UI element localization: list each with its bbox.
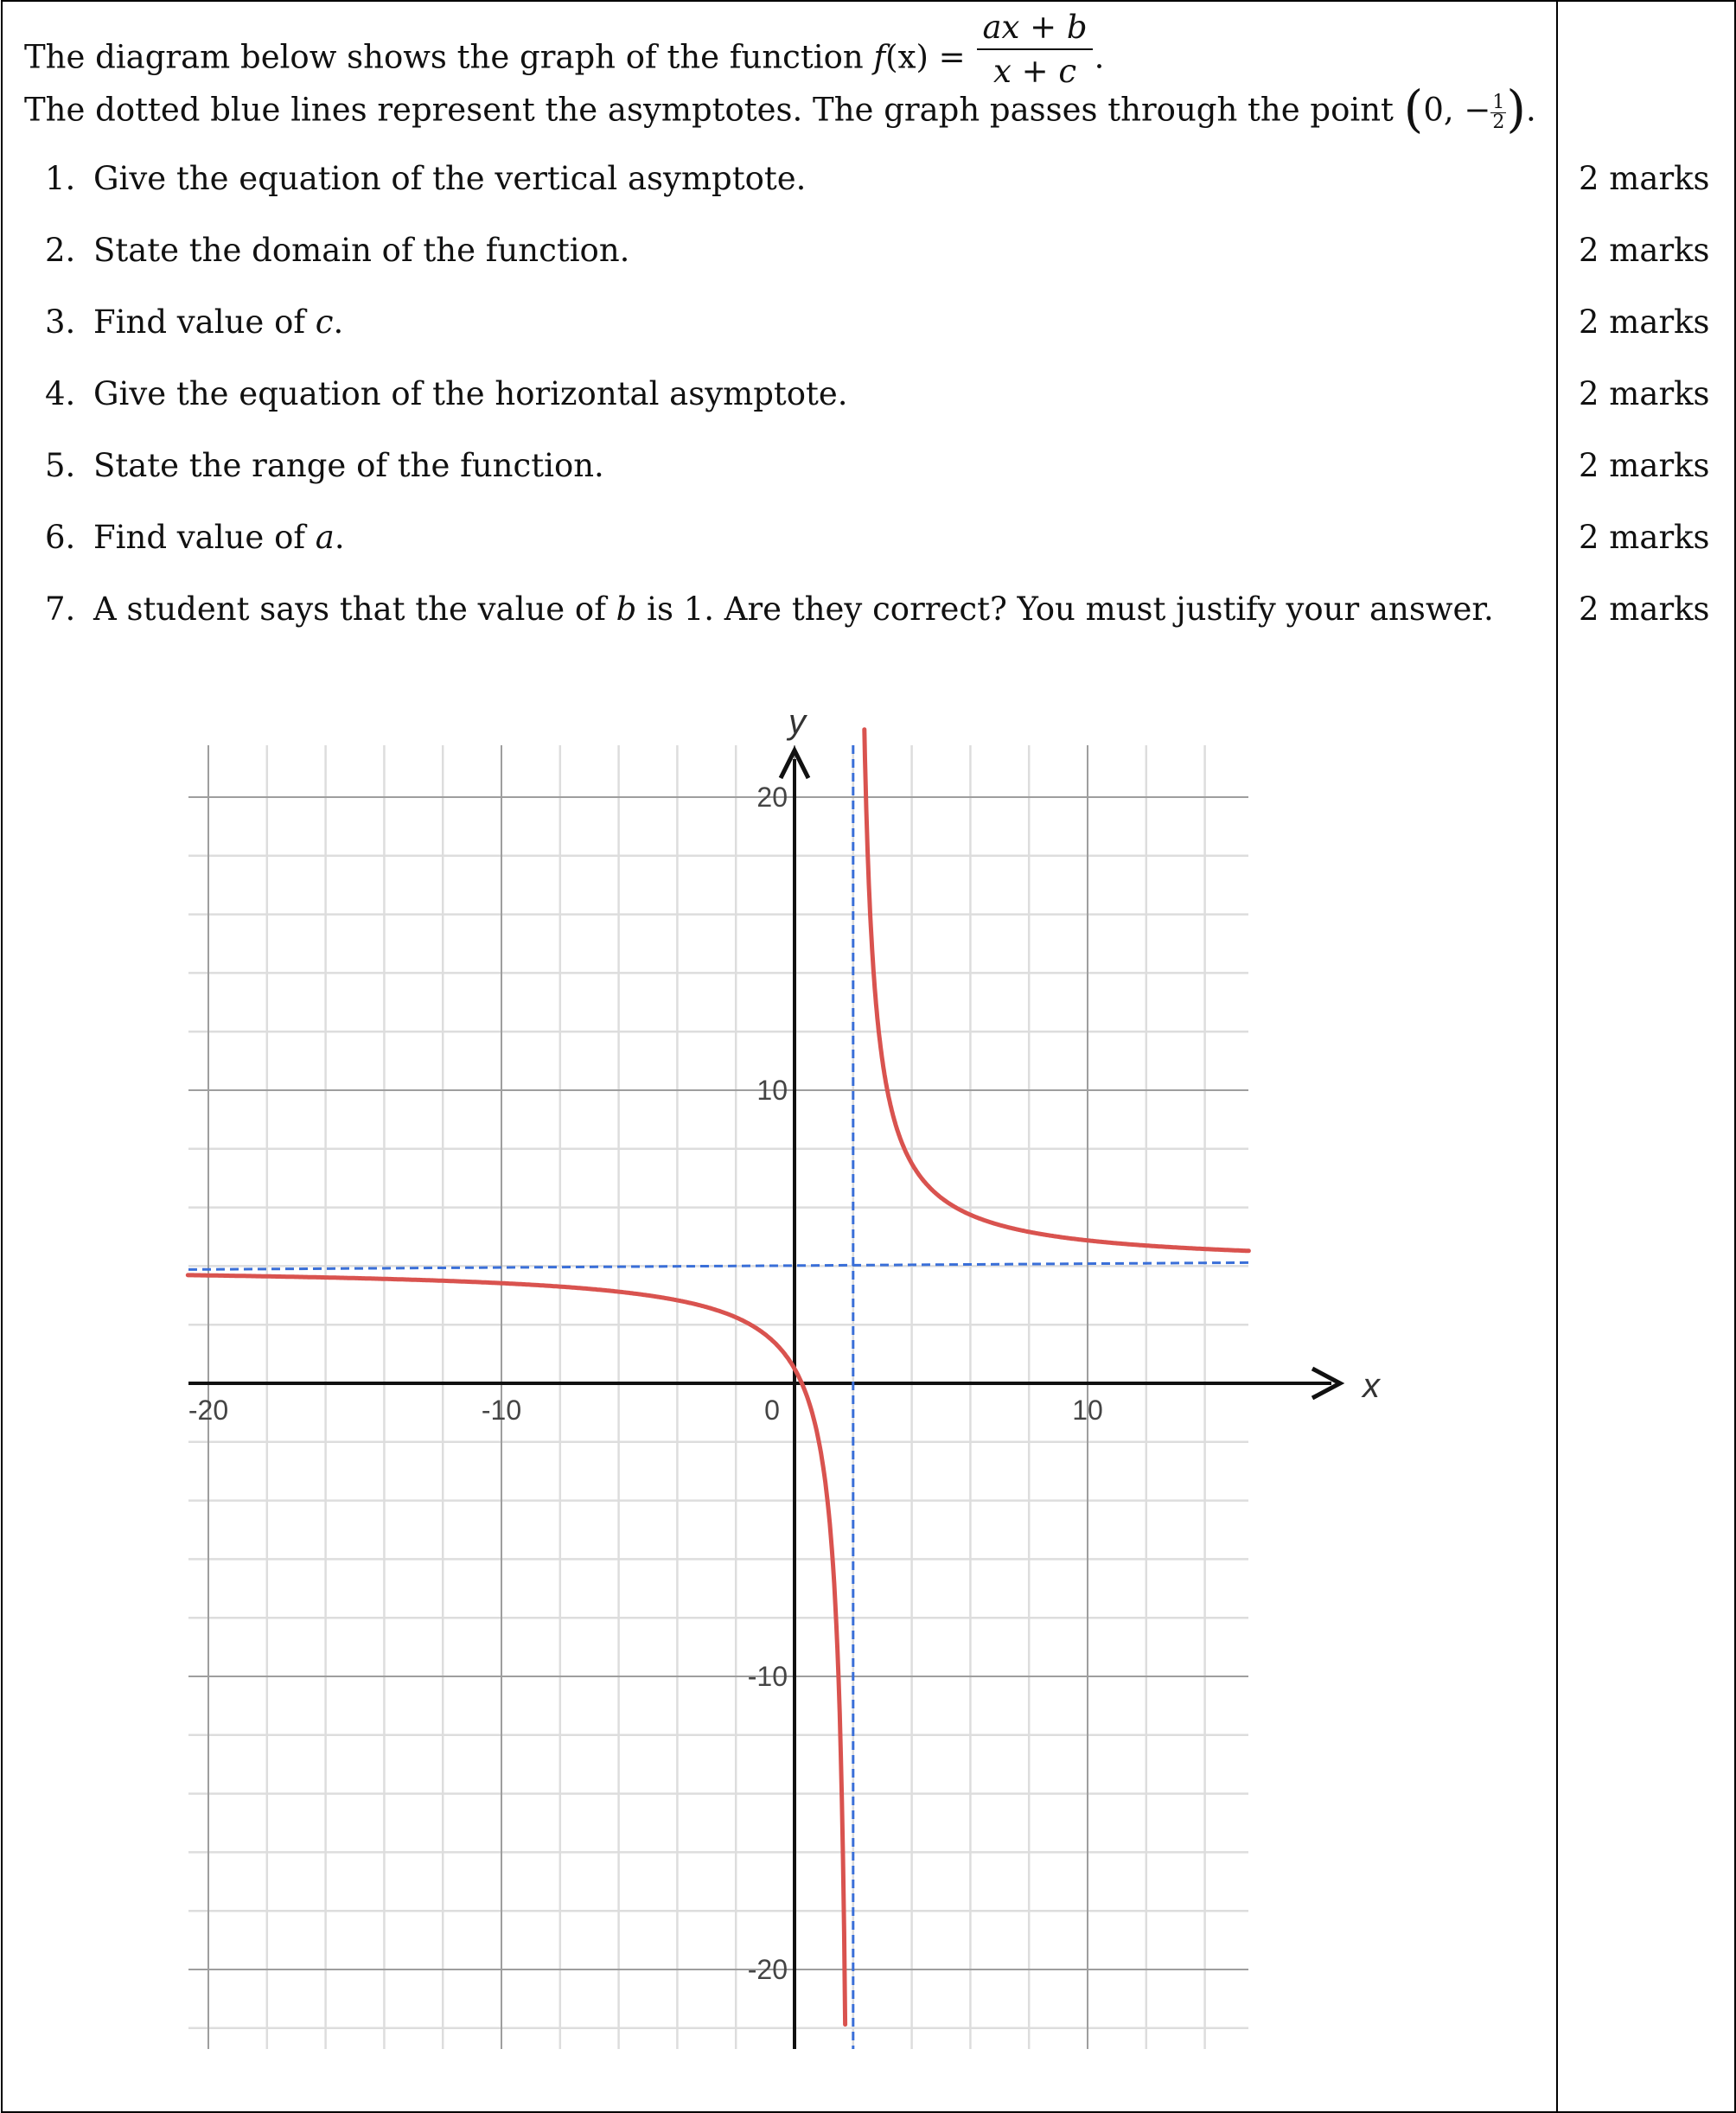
question-text: State the domain of the function. [93,232,630,269]
question-number: 6. [45,519,76,556]
point-y-numerator: 1 [1492,91,1505,113]
right-paren: ) [1506,80,1527,138]
x-tick-label: -10 [481,1395,522,1426]
function-argument: (x) = [885,38,966,76]
question-text: Give the equation of the vertical asymptote. [93,160,807,197]
question-text: Find value of [93,519,316,556]
question-variable: a [315,519,335,556]
question-1 [45,160,806,197]
question-6 [45,519,345,556]
question-3-marks: 2 marks [1579,303,1710,341]
y-tick-label: -10 [747,1661,788,1692]
y-tick-label: 10 [756,1075,788,1106]
question-number: 5. [45,447,76,484]
x-tick-label: 0 [764,1395,780,1426]
intro-line-1-text: The diagram below shows the graph of the function [24,38,864,76]
question-number: 1. [45,160,76,197]
question-number: 4. [45,375,76,412]
question-2 [45,232,629,269]
y-tick-label: -20 [747,1954,788,1985]
fraction-numerator: ax + b [977,9,1092,50]
point-x: 0, − [1423,91,1491,129]
question-text-end: . [334,519,345,556]
x-tick-label: -20 [188,1395,229,1426]
question-2-marks: 2 marks [1579,232,1710,269]
intro-line-2-period: . [1526,91,1536,129]
question-5 [45,447,604,484]
x-axis-label: x [1363,1367,1380,1405]
question-variable: c [315,303,334,341]
question-variable: b [616,590,637,628]
question-4 [45,375,848,412]
function-fraction [977,9,1092,90]
question-3 [45,303,343,341]
question-7-marks: 2 marks [1579,590,1710,628]
question-text-end: is 1. Are they correct? You must justify your answer. [636,590,1494,628]
fraction-denominator: x + c [992,53,1077,90]
x-tick-label: 10 [1072,1395,1103,1426]
question-6-marks: 2 marks [1579,519,1710,556]
question-text: Give the equation of the horizontal asymptote. [93,375,848,412]
question-text: Find value of [93,303,316,341]
point-y-fraction [1490,93,1506,132]
intro-period: . [1094,38,1105,76]
intro-line-2-text: The dotted blue lines represent the asymptotes. The graph passes through the point [24,91,1394,129]
question-7 [45,590,1494,628]
y-tick-label: 20 [756,782,788,813]
question-text-end: . [333,303,344,341]
question-number: 7. [45,590,76,628]
point-y-denominator: 2 [1492,111,1505,133]
y-axis-label: y [788,703,806,741]
question-number: 3. [45,303,76,341]
question-number: 2. [45,232,76,269]
function-name: f [873,38,886,76]
marks-column-divider [1556,0,1558,2113]
question-1-marks: 2 marks [1579,160,1710,197]
question-4-marks: 2 marks [1579,375,1710,412]
intro-line-2 [24,80,1536,142]
question-text: A student says that the value of [93,590,616,628]
question-5-marks: 2 marks [1579,447,1710,484]
left-paren: ( [1403,80,1424,138]
question-text: State the range of the function. [93,447,604,484]
